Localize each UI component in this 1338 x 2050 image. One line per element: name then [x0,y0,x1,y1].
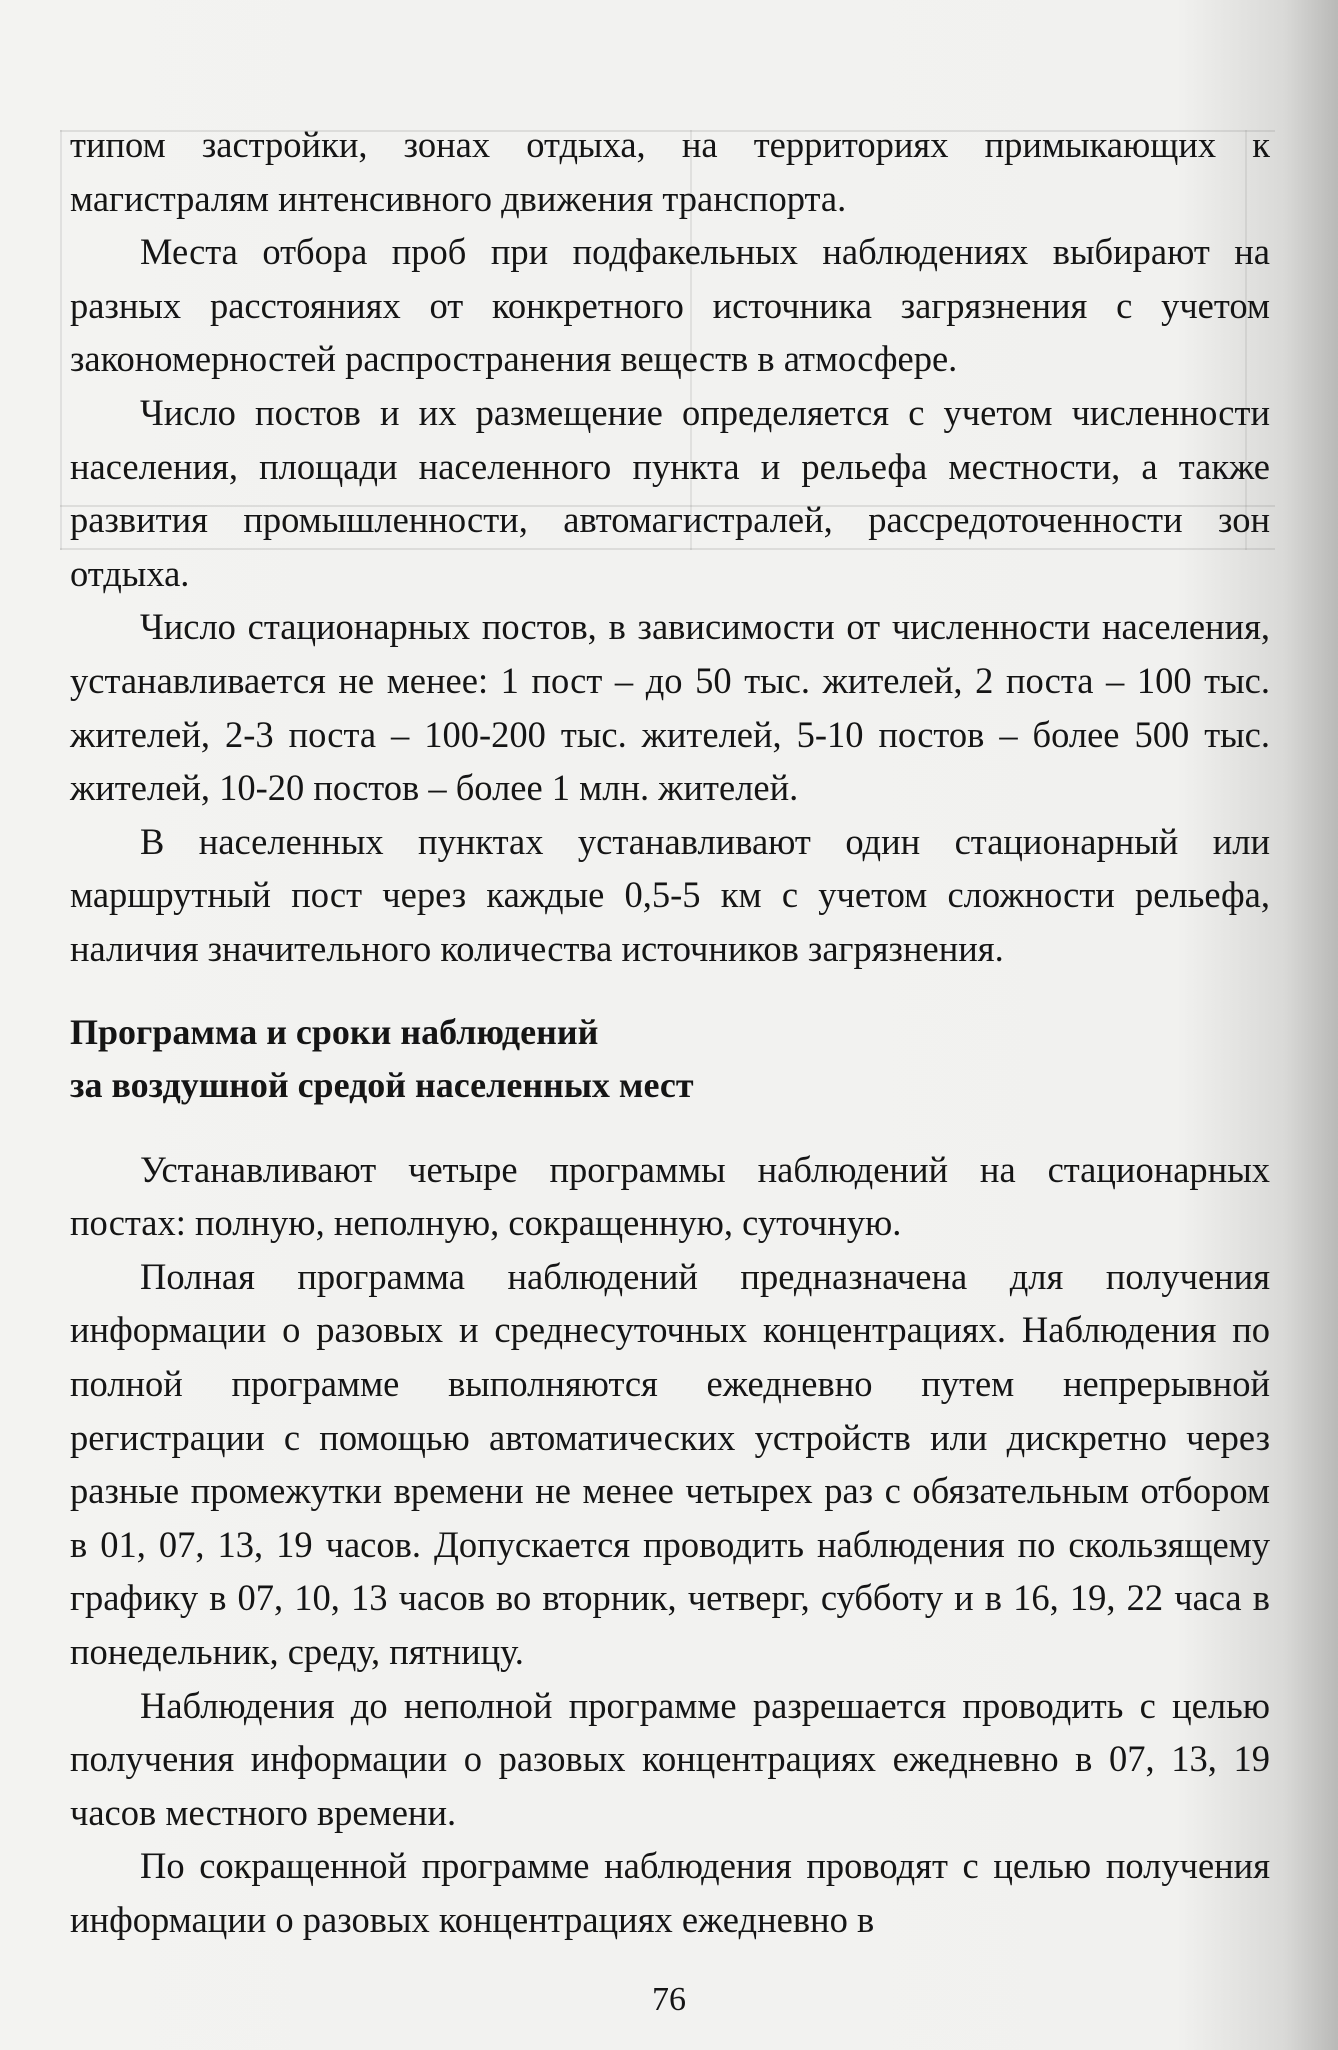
paragraph-settlements: В населенных пунктах устанавливают один стационарный или маршрутный пост через каждые 0,5-5 км с учетом сложности рельефа, наличия значительного количества источников загрязнения. [70,820,1270,969]
paragraph-sampling-sites: Места отбора проб при подфакельных наблюдениях выбирают на разных расстояниях от конкретного источника загрязнения с учетом закономерностей распространения веществ в атмосфере. [70,231,1270,380]
bleed-line [60,130,62,550]
main-text [70,118,1270,1947]
section-heading [70,1006,1270,1113]
paragraph-partial-program: Наблюдения до неполной программе разрешается проводить с целью получения информации о разовых концентрациях ежедневно в 07, 13, 19 часов местного времени. [70,1684,1270,1833]
page-number: 76 [652,1981,686,2018]
section-heading-line1: Программа и сроки наблюдений [70,1011,599,1052]
paragraph-full-program: Полная программа наблюдений предназначена для получения информации о разовых и среднесуточных концентрациях. Наблюдения по полной программе выполняются ежедневно путем непрерывной регистрации с помощью автоматических устройств или дискретно через разные промежутки времени не менее четырех раз с обязательным отбором в 01, 07, 13, 19 часов. Допускается проводить наблюдения по скользящему графику в 07, 10, 13 часов во вторник, четверг, субботу и в 16, 19, 22 часа в понедельник, среду, пятницу. [70,1255,1270,1673]
paragraph-four-programs: Устанавливают четыре программы наблюдений на стационарных постах: полную, неполную, сокращенную, суточную. [70,1148,1270,1244]
paragraph-post-count: Число постов и их размещение определяется с учетом численности населения, площади населенного пункта и рельефа местности, а также развития промышленности, автомагистралей, рассредоточенности зон отдыха. [70,391,1270,594]
section-heading-line2: за воздушной средой населенных мест [70,1065,694,1106]
paragraph-stationary-posts: Число стационарных постов, в зависимости от численности населения, устанавливается не менее: 1 пост – до 50 тыс. жителей, 2 поста – 100 тыс. жителей, 2-3 поста – 100-200 тыс. жителей, 5-10 постов – более 500 тыс. жителей, 10-20 постов – более 1 млн. жителей. [70,606,1270,809]
paragraph-continuation: типом застройки, зонах отдыха, на территориях примыкающих к магистралям интенсивного движения транспорта. [70,124,1270,219]
paragraph-reduced-program: По сокращенной программе наблюдения проводят с целью получения информации о разовых концентрациях ежедневно в [70,1845,1270,1940]
